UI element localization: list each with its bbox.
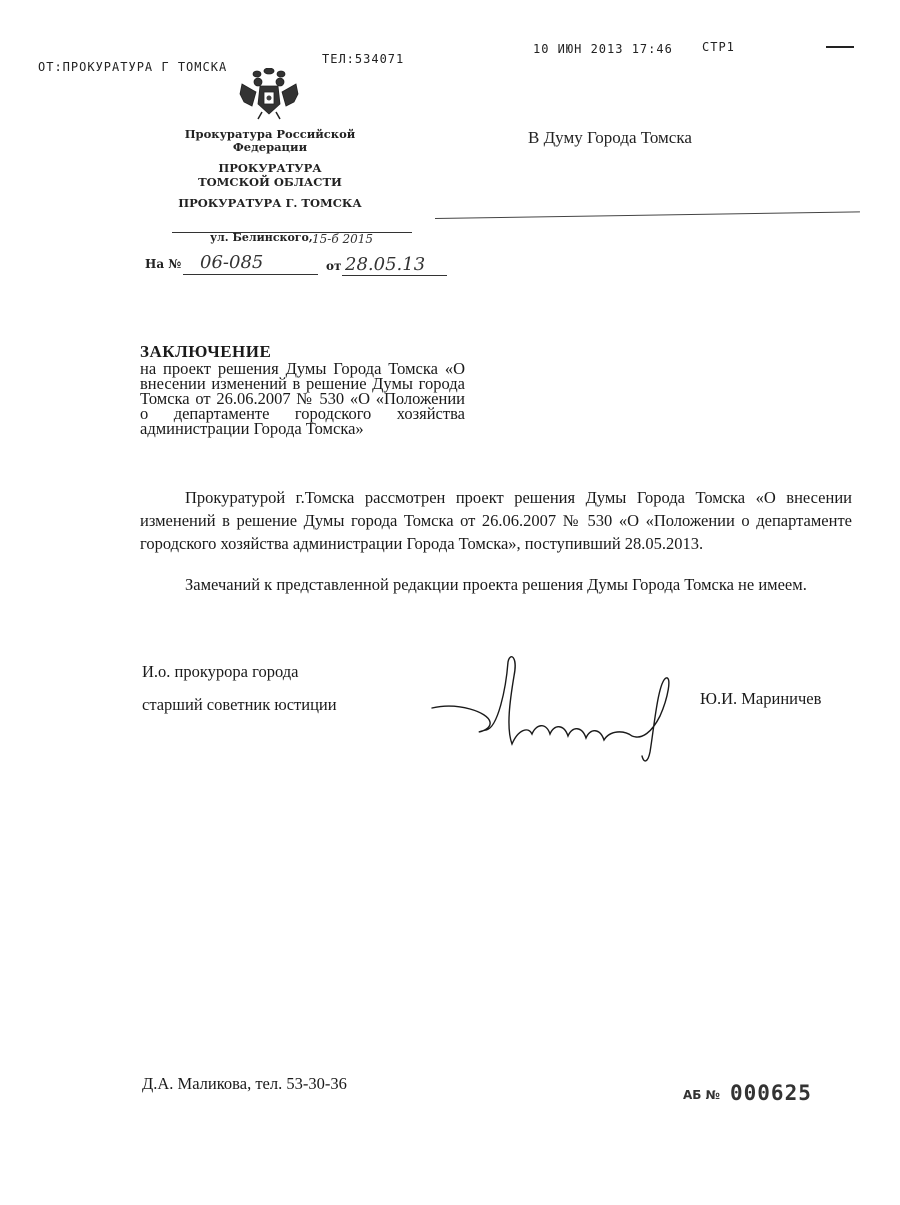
serial-prefix: АБ №: [683, 1088, 721, 1102]
fax-sender: ОТ:ПРОКУРАТУРА Г ТОМСКА: [38, 60, 228, 74]
sender-address: ул. Белинского,: [210, 231, 313, 244]
fax-phone: ТЕЛ:534071: [322, 52, 405, 66]
date-underline: [342, 275, 447, 276]
fax-page: СТР1: [702, 40, 735, 54]
serial-number: 000625: [730, 1081, 812, 1105]
sender-address-handwritten: 15-б 2015: [312, 232, 374, 246]
header-divider: [435, 211, 860, 219]
fax-mark: [826, 46, 854, 48]
ref-number: 06-085: [200, 252, 264, 273]
document-title: ЗАКЛЮЧЕНИЕ: [140, 342, 272, 361]
date-label: от: [326, 259, 342, 273]
sender-line-2: Федерации: [232, 140, 308, 155]
sender-line-3: ПРОКУРАТУРА: [218, 161, 322, 176]
ref-underline: [183, 274, 318, 275]
document-subject: на проект решения Думы Города Томска «О внесении изменений в решение Думы города Томска от 26.06.2007 № 530 «О «Положении о департаменте городского хозяйства администрации Города Томска»: [140, 359, 465, 438]
sender-org: [170, 128, 370, 210]
body-paragraph-2: Замечаний к представленной редакции проекта решения Думы Города Томска не имеем.: [185, 575, 807, 594]
signatory-position-1: И.о. прокурора города: [142, 662, 299, 681]
signature-mark: [428, 648, 678, 768]
sender-line-4: ТОМСКОЙ ОБЛАСТИ: [198, 174, 342, 189]
addressee: В Думу Города Томска: [528, 128, 692, 147]
executor-contact: Д.А. Маликова, тел. 53-30-36: [142, 1074, 347, 1093]
coat-of-arms-icon: [238, 68, 300, 120]
ref-label: На №: [145, 257, 182, 271]
signatory-position-2: старший советник юстиции: [142, 695, 337, 714]
ref-date: 28.05.13: [345, 254, 426, 275]
sender-line-5: ПРОКУРАТУРА Г. ТОМСКА: [178, 195, 362, 210]
signatory-name: Ю.И. Мариничев: [700, 689, 822, 708]
fax-datetime: 10 ИЮН 2013 17:46: [533, 42, 673, 56]
sender-line-1: Прокуратура Российской: [184, 127, 356, 141]
body-paragraph-1: Прокуратурой г.Томска рассмотрен проект решения Думы Города Томска «О внесении изменений в решение Думы города Томска от 26.06.2007 № 530 «О «Положении о департаменте городского хозяйства администрации Города Томска», поступивший 28.05.2013.: [140, 488, 852, 553]
